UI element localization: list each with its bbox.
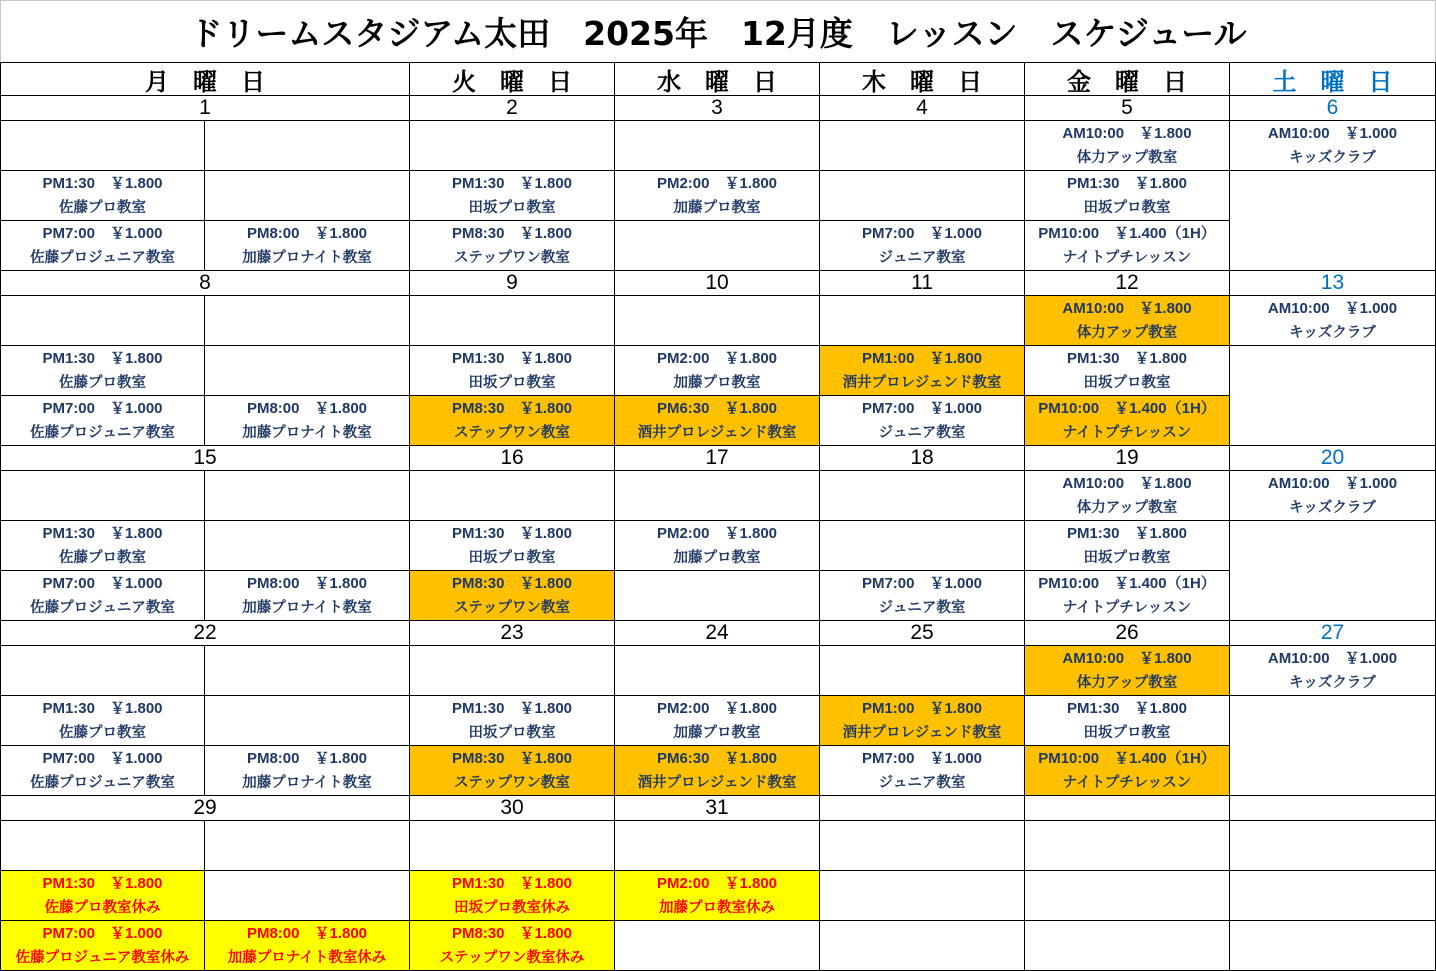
lesson-cell: [205, 571, 410, 621]
lesson-time: PM10:00 ￥1.400（1H）: [1038, 224, 1216, 242]
empty-cell: [205, 646, 410, 696]
lesson-name: 田坂プロ教室: [1083, 549, 1171, 566]
date-cell-thursday: [820, 621, 1025, 646]
date-number: 1: [199, 96, 211, 119]
lesson-time: PM7:00 ￥1.000: [861, 224, 983, 242]
lesson-name: 加藤プロナイト教室休み: [227, 949, 387, 966]
lesson-cell: [1025, 696, 1230, 746]
lesson-name: ナイトプチレッスン: [1062, 249, 1192, 266]
lesson-time: PM1:30 ￥1.800: [451, 524, 573, 542]
lesson-cell: [1025, 571, 1230, 621]
empty-cell: [205, 821, 410, 871]
lesson-cell: [1025, 121, 1230, 171]
date-number: 13: [1320, 271, 1345, 294]
date-number: 5: [1121, 96, 1133, 119]
lesson-cell: [820, 346, 1025, 396]
lesson-time: PM1:30 ￥1.800: [451, 174, 573, 192]
lesson-time: AM10:00 ￥1.000: [1267, 299, 1398, 317]
lesson-name: 体力アップ教室: [1076, 499, 1178, 516]
date-cell-tuesday: [410, 621, 615, 646]
date-number: 12: [1115, 271, 1139, 294]
lesson-cell: [615, 346, 820, 396]
date-number: 24: [705, 621, 729, 644]
lesson-cell: [410, 396, 615, 446]
lesson-time: PM1:30 ￥1.800: [1066, 349, 1188, 367]
date-number: 9: [506, 271, 518, 294]
lesson-name: 田坂プロ教室: [1083, 199, 1171, 216]
lesson-name: 田坂プロ教室: [468, 724, 556, 741]
lesson-name: 佐藤プロジュニア教室: [30, 599, 175, 616]
lesson-name: ナイトプチレッスン: [1062, 774, 1192, 791]
lesson-time: PM1:30 ￥1.800: [1066, 174, 1188, 192]
empty-cell: [615, 471, 820, 521]
date-number: 23: [500, 621, 524, 644]
date-number: 30: [500, 796, 524, 819]
date-cell-thursday: [820, 96, 1025, 121]
empty-cell: [1230, 871, 1436, 921]
page-title: ドリームスタジアム太田 2025年 12月度 レッスン スケジュール: [0, 0, 1436, 62]
empty-cell: [615, 571, 820, 621]
lesson-cell: [820, 746, 1025, 796]
lesson-time: PM2:00 ￥1.800: [656, 174, 778, 192]
lesson-name: 佐藤プロ教室: [59, 199, 146, 216]
lesson-time: AM10:00 ￥1.000: [1267, 649, 1398, 667]
date-cell-tuesday: [410, 796, 615, 821]
lesson-name: 加藤プロ教室休み: [659, 899, 775, 916]
date-number: 3: [711, 96, 723, 119]
lesson-time: PM1:30 ￥1.800: [1066, 699, 1188, 717]
lesson-name: ジュニア教室: [878, 774, 966, 791]
lesson-cell: [410, 571, 615, 621]
weekday-header-friday: 金 曜 日: [1025, 63, 1230, 96]
lesson-time: PM10:00 ￥1.400（1H）: [1038, 749, 1216, 767]
lesson-name: キッズクラブ: [1289, 674, 1376, 691]
date-cell-monday: [1, 446, 410, 471]
lesson-name: ナイトプチレッスン: [1062, 424, 1192, 441]
date-cell-wednesday: [615, 621, 820, 646]
lesson-cell: [1025, 646, 1230, 696]
lesson-time: PM1:00 ￥1.800: [861, 349, 983, 367]
date-cell-thursday: [820, 271, 1025, 296]
empty-cell: [1025, 921, 1230, 971]
lesson-name: ナイトプチレッスン: [1062, 599, 1192, 616]
lesson-time: PM10:00 ￥1.400（1H）: [1038, 399, 1216, 417]
empty-cell: [1, 121, 205, 171]
lesson-time: AM10:00 ￥1.000: [1267, 474, 1398, 492]
lesson-cell: [1230, 646, 1436, 696]
empty-cell: [820, 821, 1025, 871]
lesson-time: PM2:00 ￥1.800: [656, 699, 778, 717]
lesson-name: 佐藤プロジュニア教室: [30, 249, 175, 266]
lesson-cell: [1025, 471, 1230, 521]
lesson-cell: [1, 746, 205, 796]
date-cell-tuesday: [410, 446, 615, 471]
lesson-time: PM8:00 ￥1.800: [246, 574, 368, 592]
empty-cell: [410, 121, 615, 171]
lesson-cell: [1, 396, 205, 446]
date-number: 27: [1320, 621, 1345, 644]
lesson-name: 田坂プロ教室: [1083, 374, 1171, 391]
lesson-cell: [410, 871, 615, 921]
lesson-cell: [1025, 296, 1230, 346]
lesson-time: PM8:30 ￥1.800: [451, 399, 573, 417]
lesson-time: PM10:00 ￥1.400（1H）: [1038, 574, 1216, 592]
lesson-name: 酒井プロレジェンド教室: [637, 774, 797, 791]
lesson-name: 加藤プロ教室: [673, 199, 761, 216]
empty-cell: [410, 646, 615, 696]
empty-cell: [205, 346, 410, 396]
lesson-time: AM10:00 ￥1.800: [1062, 124, 1192, 142]
weekday-header-wednesday: 水 曜 日: [615, 63, 820, 96]
lesson-name: 田坂プロ教室休み: [454, 899, 570, 916]
empty-cell: [820, 171, 1025, 221]
lesson-name: 加藤プロナイト教室: [242, 774, 372, 791]
lesson-name: 加藤プロナイト教室: [242, 599, 372, 616]
date-cell-saturday: [1230, 621, 1436, 646]
date-cell-saturday: [1230, 796, 1436, 821]
empty-cell: [615, 821, 820, 871]
lesson-cell: [615, 696, 820, 746]
lesson-name: 佐藤プロ教室: [59, 549, 146, 566]
empty-cell: [410, 296, 615, 346]
date-cell-wednesday: [615, 796, 820, 821]
date-cell-friday: [1025, 96, 1230, 121]
lesson-name: 加藤プロ教室: [673, 374, 761, 391]
date-cell-thursday: [820, 446, 1025, 471]
empty-cell: [615, 296, 820, 346]
date-cell-friday: [1025, 796, 1230, 821]
lesson-time: PM7:00 ￥1.000: [42, 574, 163, 592]
date-number: 16: [500, 446, 524, 469]
lesson-cell: [615, 396, 820, 446]
lesson-cell: [615, 521, 820, 571]
date-number: 8: [199, 271, 211, 294]
lesson-name: ジュニア教室: [878, 424, 966, 441]
empty-cell: [820, 521, 1025, 571]
empty-cell: [820, 646, 1025, 696]
lesson-time: PM8:00 ￥1.800: [246, 224, 368, 242]
lesson-name: 佐藤プロジュニア教室: [30, 774, 175, 791]
lesson-time: PM1:30 ￥1.800: [42, 349, 163, 367]
lesson-time: PM7:00 ￥1.000: [42, 399, 163, 417]
lesson-name: キッズクラブ: [1289, 499, 1376, 516]
lesson-cell: [410, 221, 615, 271]
lesson-time: PM7:00 ￥1.000: [42, 224, 163, 242]
lesson-name: 田坂プロ教室: [468, 374, 556, 391]
empty-cell: [1230, 696, 1436, 796]
lesson-name: 佐藤プロ教室: [59, 374, 146, 391]
date-cell-monday: [1, 96, 410, 121]
lesson-time: AM10:00 ￥1.800: [1062, 299, 1192, 317]
lesson-cell: [615, 871, 820, 921]
date-cell-saturday: [1230, 446, 1436, 471]
lesson-name: ステップワン教室: [454, 424, 570, 441]
lesson-cell: [1, 346, 205, 396]
lesson-cell: [410, 521, 615, 571]
date-number: 4: [916, 96, 928, 119]
weekday-header-tuesday: 火 曜 日: [410, 63, 615, 96]
lesson-cell: [820, 221, 1025, 271]
weekday-header-thursday: 木 曜 日: [820, 63, 1025, 96]
date-number: 26: [1115, 621, 1139, 644]
lesson-cell: [1, 171, 205, 221]
lesson-time: PM1:30 ￥1.800: [42, 699, 163, 717]
lesson-time: AM10:00 ￥1.800: [1062, 649, 1192, 667]
empty-cell: [1230, 821, 1436, 871]
lesson-time: PM8:30 ￥1.800: [451, 924, 573, 942]
lesson-cell: [205, 221, 410, 271]
lesson-time: PM6:30 ￥1.800: [656, 749, 778, 767]
lesson-name: ジュニア教室: [878, 599, 966, 616]
lesson-cell: [820, 696, 1025, 746]
lesson-time: PM1:30 ￥1.800: [451, 699, 573, 717]
lesson-name: 体力アップ教室: [1076, 324, 1178, 341]
empty-cell: [820, 921, 1025, 971]
lesson-name: 酒井プロレジェンド教室: [637, 424, 797, 441]
empty-cell: [410, 821, 615, 871]
lesson-name: 加藤プロナイト教室: [242, 249, 372, 266]
lesson-time: PM8:00 ￥1.800: [246, 924, 368, 942]
empty-cell: [820, 471, 1025, 521]
lesson-time: PM2:00 ￥1.800: [656, 524, 778, 542]
lesson-name: ステップワン教室: [454, 774, 570, 791]
lesson-cell: [1, 221, 205, 271]
lesson-cell: [1025, 171, 1230, 221]
lesson-time: PM1:30 ￥1.800: [42, 524, 163, 542]
empty-cell: [205, 696, 410, 746]
lesson-cell: [1230, 296, 1436, 346]
date-number: 20: [1320, 446, 1345, 469]
empty-cell: [1, 296, 205, 346]
empty-cell: [615, 921, 820, 971]
lesson-cell: [1025, 396, 1230, 446]
empty-cell: [820, 871, 1025, 921]
lesson-cell: [1, 521, 205, 571]
lesson-time: PM7:00 ￥1.000: [42, 749, 163, 767]
empty-cell: [1230, 171, 1436, 271]
lesson-time: PM7:00 ￥1.000: [861, 574, 983, 592]
lesson-name: 佐藤プロジュニア教室休み: [15, 949, 190, 966]
lesson-name: 酒井プロレジェンド教室: [842, 374, 1002, 391]
lesson-cell: [410, 696, 615, 746]
lesson-time: PM8:00 ￥1.800: [246, 749, 368, 767]
lesson-cell: [410, 921, 615, 971]
date-cell-friday: [1025, 271, 1230, 296]
empty-cell: [205, 521, 410, 571]
empty-cell: [1230, 346, 1436, 446]
date-number: 6: [1326, 96, 1339, 119]
date-cell-tuesday: [410, 271, 615, 296]
empty-cell: [205, 121, 410, 171]
schedule-grid: [0, 62, 1436, 971]
lesson-time: AM10:00 ￥1.800: [1062, 474, 1192, 492]
lesson-cell: [615, 171, 820, 221]
lesson-cell: [205, 746, 410, 796]
weekday-header-saturday: 土 曜 日: [1230, 63, 1436, 96]
date-number: 29: [193, 796, 217, 819]
empty-cell: [205, 171, 410, 221]
lesson-name: 佐藤プロジュニア教室: [30, 424, 175, 441]
empty-cell: [1, 821, 205, 871]
lesson-name: ステップワン教室: [454, 599, 570, 616]
lesson-cell: [1025, 521, 1230, 571]
date-number: 18: [910, 446, 934, 469]
lesson-time: PM6:30 ￥1.800: [656, 399, 778, 417]
lesson-time: PM7:00 ￥1.000: [861, 749, 983, 767]
lesson-time: PM8:30 ￥1.800: [451, 749, 573, 767]
empty-cell: [1230, 521, 1436, 621]
lesson-cell: [410, 346, 615, 396]
lesson-name: 田坂プロ教室: [1083, 724, 1171, 741]
lesson-time: PM8:30 ￥1.800: [451, 224, 573, 242]
lesson-cell: [1, 921, 205, 971]
lesson-cell: [205, 921, 410, 971]
lesson-cell: [1025, 346, 1230, 396]
empty-cell: [205, 296, 410, 346]
lesson-cell: [820, 396, 1025, 446]
lesson-time: PM8:00 ￥1.800: [246, 399, 368, 417]
lesson-name: 酒井プロレジェンド教室: [842, 724, 1002, 741]
lesson-name: ジュニア教室: [878, 249, 966, 266]
lesson-name: ステップワン教室休み: [439, 949, 585, 966]
lesson-cell: [1, 871, 205, 921]
lesson-name: キッズクラブ: [1289, 324, 1376, 341]
lesson-time: PM8:30 ￥1.800: [451, 574, 573, 592]
lesson-time: PM2:00 ￥1.800: [656, 874, 778, 892]
lesson-name: 佐藤プロ教室: [59, 724, 146, 741]
date-number: 10: [705, 271, 729, 294]
lesson-cell: [1025, 746, 1230, 796]
empty-cell: [615, 121, 820, 171]
lesson-cell: [410, 746, 615, 796]
empty-cell: [1, 471, 205, 521]
empty-cell: [205, 871, 410, 921]
lesson-cell: [410, 171, 615, 221]
date-cell-wednesday: [615, 446, 820, 471]
lesson-cell: [1, 696, 205, 746]
lesson-time: PM7:00 ￥1.000: [42, 924, 163, 942]
date-number: 25: [910, 621, 934, 644]
date-cell-thursday: [820, 796, 1025, 821]
lesson-cell: [1230, 471, 1436, 521]
date-cell-wednesday: [615, 271, 820, 296]
empty-cell: [1, 646, 205, 696]
lesson-name: 加藤プロ教室: [673, 549, 761, 566]
lesson-name: ステップワン教室: [454, 249, 570, 266]
date-cell-saturday: [1230, 96, 1436, 121]
lesson-cell: [1025, 221, 1230, 271]
date-cell-monday: [1, 271, 410, 296]
empty-cell: [205, 471, 410, 521]
lesson-time: PM1:30 ￥1.800: [451, 874, 573, 892]
lesson-cell: [1, 571, 205, 621]
lesson-name: 加藤プロ教室: [673, 724, 761, 741]
lesson-name: 体力アップ教室: [1076, 149, 1178, 166]
lesson-time: PM1:30 ￥1.800: [42, 174, 163, 192]
lesson-time: PM1:30 ￥1.800: [1066, 524, 1188, 542]
date-cell-friday: [1025, 446, 1230, 471]
empty-cell: [615, 646, 820, 696]
empty-cell: [1025, 821, 1230, 871]
lesson-time: AM10:00 ￥1.000: [1267, 124, 1398, 142]
lesson-name: 体力アップ教室: [1076, 674, 1178, 691]
date-cell-tuesday: [410, 96, 615, 121]
lesson-time: PM1:30 ￥1.800: [451, 349, 573, 367]
empty-cell: [615, 221, 820, 271]
empty-cell: [1230, 921, 1436, 971]
lesson-time: PM7:00 ￥1.000: [861, 399, 983, 417]
date-number: 22: [193, 621, 217, 644]
lesson-cell: [615, 746, 820, 796]
lesson-name: 佐藤プロ教室休み: [44, 899, 161, 916]
lesson-name: キッズクラブ: [1289, 149, 1376, 166]
empty-cell: [820, 296, 1025, 346]
lesson-name: 田坂プロ教室: [468, 549, 556, 566]
date-cell-monday: [1, 796, 410, 821]
lesson-time: PM2:00 ￥1.800: [656, 349, 778, 367]
date-number: 11: [911, 271, 933, 294]
date-number: 19: [1115, 446, 1139, 469]
date-number: 15: [193, 446, 217, 469]
date-cell-saturday: [1230, 271, 1436, 296]
empty-cell: [410, 471, 615, 521]
lesson-name: 田坂プロ教室: [468, 199, 556, 216]
date-number: 31: [705, 796, 729, 819]
empty-cell: [1025, 871, 1230, 921]
date-cell-monday: [1, 621, 410, 646]
weekday-header-monday: 月 曜 日: [1, 63, 410, 96]
date-cell-wednesday: [615, 96, 820, 121]
lesson-cell: [205, 396, 410, 446]
lesson-cell: [1230, 121, 1436, 171]
lesson-time: PM1:00 ￥1.800: [861, 699, 983, 717]
date-number: 2: [506, 96, 518, 119]
lesson-name: 加藤プロナイト教室: [242, 424, 372, 441]
lesson-cell: [820, 571, 1025, 621]
date-cell-friday: [1025, 621, 1230, 646]
date-number: 17: [705, 446, 729, 469]
lesson-time: PM1:30 ￥1.800: [42, 874, 163, 892]
empty-cell: [820, 121, 1025, 171]
